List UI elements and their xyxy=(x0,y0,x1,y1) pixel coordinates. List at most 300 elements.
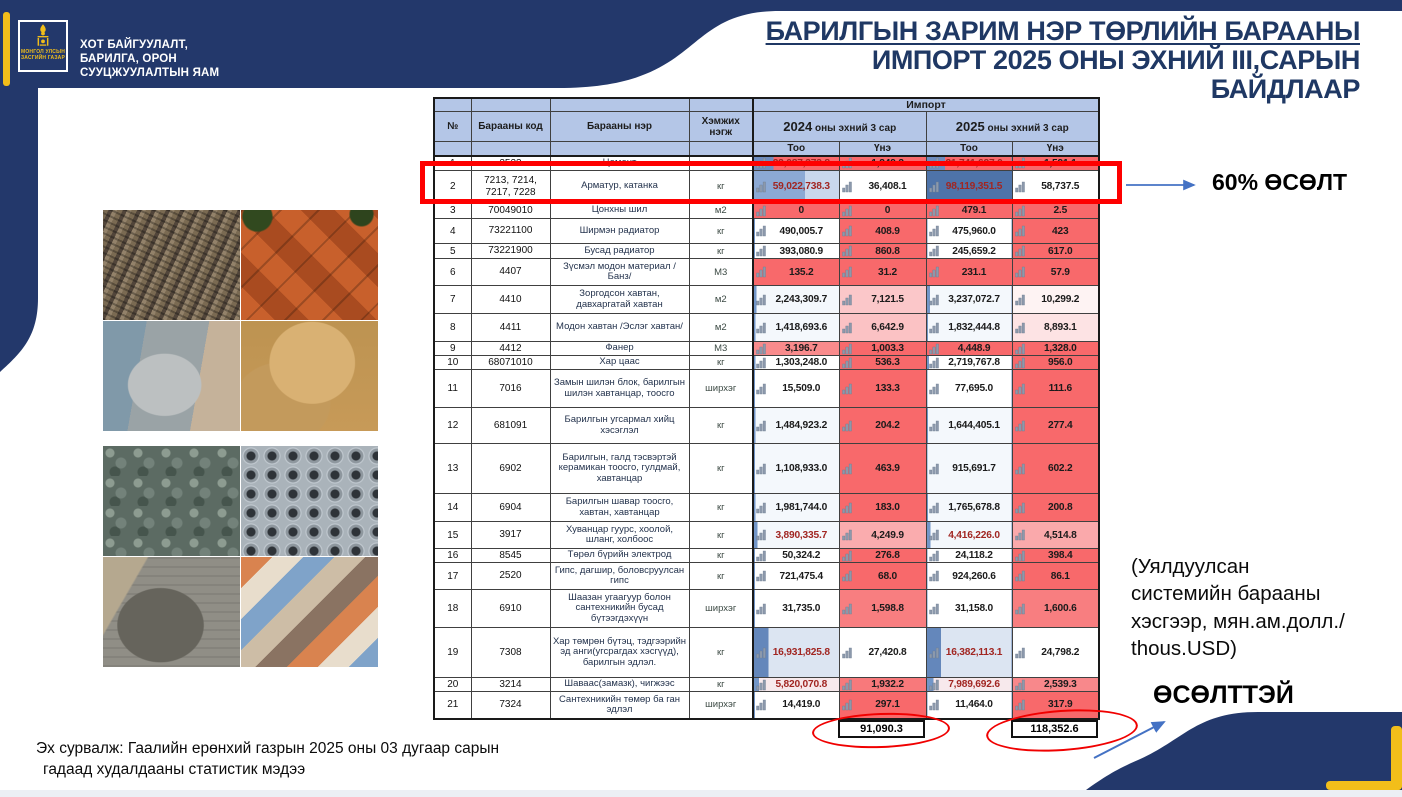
cell-name: Замын шилэн блок, барилгын шилэн хавтанцар, тоосго xyxy=(550,370,689,408)
cell-code: 6904 xyxy=(471,494,550,522)
cell-price-2025: 4,514.8 xyxy=(1012,522,1099,549)
table-row xyxy=(434,314,1099,342)
highlight-box-armatur-row xyxy=(420,161,1122,204)
cell-unit: кг xyxy=(689,156,753,171)
cell-unit: М3 xyxy=(689,342,753,356)
cell-unit: кг xyxy=(689,244,753,259)
photo-collage-top xyxy=(103,210,378,431)
mini-bar-chart-icon xyxy=(1015,205,1025,216)
cell-name: Бусад радиатор xyxy=(550,244,689,259)
cell-name: Шаваас(замазк), чигжээс xyxy=(550,678,689,692)
cell-unit: кг xyxy=(689,494,753,522)
mini-bar-chart-icon xyxy=(756,571,766,582)
col-header-unit: Хэмжих нэгж xyxy=(689,112,753,142)
mini-bar-chart-icon xyxy=(929,571,939,582)
cell-qty-2025: 24,118.2 xyxy=(926,549,1012,563)
cell-price-2024: 204.2 xyxy=(839,408,926,444)
cell-code: 2523 xyxy=(471,156,550,171)
mini-bar-chart-icon xyxy=(929,226,939,237)
mini-bar-chart-icon xyxy=(1015,463,1025,474)
cell-price-2024: 408.9 xyxy=(839,219,926,244)
mini-bar-chart-icon xyxy=(842,647,852,658)
cell-unit: кг xyxy=(689,408,753,444)
mini-bar-chart-icon xyxy=(929,463,939,474)
cell-name: Төрөл бүрийн электрод xyxy=(550,549,689,563)
mini-bar-chart-icon xyxy=(929,699,939,710)
cell-name: Зоргодсон хавтан, давхаргатай хавтан xyxy=(550,286,689,314)
mini-bar-chart-icon xyxy=(756,420,766,431)
mini-bar-chart-icon xyxy=(842,343,852,354)
mini-bar-chart-icon xyxy=(929,294,939,305)
table-row xyxy=(434,408,1099,444)
cell-no: 15 xyxy=(434,522,471,549)
cell-code: 7213, 7214, 7217, 7228 xyxy=(471,171,550,203)
cell-name: Шаазан угаагуур болон сантехникийн бусад бүтээгдэхүүн xyxy=(550,590,689,628)
ministry-name-line: СУУЦЖУУЛАЛТЫН ЯАМ xyxy=(80,67,220,80)
cell-name: Модон хавтан /Эслэг хавтан/ xyxy=(550,314,689,342)
mini-bar-chart-icon xyxy=(756,603,766,614)
cell-unit: ширхэг xyxy=(689,370,753,408)
mini-bar-chart-icon xyxy=(842,246,852,257)
government-logo-text-line: ЗАСГИЙН ГАЗАР xyxy=(20,55,66,62)
cell-name: Хар цаас xyxy=(550,356,689,370)
mini-bar-chart-icon xyxy=(842,699,852,710)
cell-qty-2024: 16,931,825.8 xyxy=(753,628,839,678)
cell-price-2025: 423 xyxy=(1012,219,1099,244)
table-row xyxy=(434,563,1099,590)
mini-bar-chart-icon xyxy=(1015,502,1025,513)
mini-bar-chart-icon xyxy=(929,246,939,257)
cell-price-2025: 1,600.6 xyxy=(1012,590,1099,628)
mini-bar-chart-icon xyxy=(756,550,766,561)
cell-no: 4 xyxy=(434,219,471,244)
cell-qty-2024: 1,303,248.0 xyxy=(753,356,839,370)
cell-no: 9 xyxy=(434,342,471,356)
mini-bar-chart-icon xyxy=(1015,383,1025,394)
gold-accent-right xyxy=(1391,726,1402,790)
cell-qty-2025: 3,237,072.7 xyxy=(926,286,1012,314)
cell-price-2025: 956.0 xyxy=(1012,356,1099,370)
cell-code: 6910 xyxy=(471,590,550,628)
cell-price-2024: 68.0 xyxy=(839,563,926,590)
government-logo xyxy=(18,20,68,72)
soyombo-icon xyxy=(34,24,52,48)
page-title xyxy=(720,17,1360,104)
photo-collage-bottom xyxy=(103,446,378,667)
cell-name: Хуванцар гуурс, хоолой, шланг, холбоос xyxy=(550,522,689,549)
cell-code: 73221100 xyxy=(471,219,550,244)
cell-no: 12 xyxy=(434,408,471,444)
mini-bar-chart-icon xyxy=(929,603,939,614)
page-title-line: ИМПОРТ 2025 ОНЫ ЭХНИЙ III,САРЫН xyxy=(871,44,1360,75)
col-header-qty-2025: Тоо xyxy=(926,142,1012,156)
cell-qty-2025: 77,695.0 xyxy=(926,370,1012,408)
mini-bar-chart-icon xyxy=(929,267,939,278)
cell-price-2024: 31.2 xyxy=(839,259,926,286)
cell-price-2024: 536.3 xyxy=(839,356,926,370)
unit-note-line: (Уялдуулсан xyxy=(1131,555,1250,578)
cell-qty-2024: 0 xyxy=(753,203,839,219)
cell-price-2025: 2,539.3 xyxy=(1012,678,1099,692)
cell-qty-2024: 135.2 xyxy=(753,259,839,286)
cell-code: 4411 xyxy=(471,314,550,342)
cell-price-2025: 57.9 xyxy=(1012,259,1099,286)
table-row xyxy=(434,286,1099,314)
table-row xyxy=(434,444,1099,494)
cell-no: 3 xyxy=(434,203,471,219)
photo-concrete-pour xyxy=(103,557,240,667)
header-import: Импорт xyxy=(753,98,1099,112)
table-row xyxy=(434,692,1099,719)
mini-bar-chart-icon xyxy=(929,357,939,368)
cell-no: 20 xyxy=(434,678,471,692)
unit-note-line: системийн барааны xyxy=(1131,582,1321,606)
cell-unit: м2 xyxy=(689,314,753,342)
cell-qty-2025: 31,158.0 xyxy=(926,590,1012,628)
ministry-name xyxy=(80,38,219,80)
ministry-name-line: ХОТ БАЙГУУЛАЛТ, xyxy=(80,39,188,51)
cell-code: 2520 xyxy=(471,563,550,590)
cell-qty-2025: 16,382,113.1 xyxy=(926,628,1012,678)
cell-price-2025: 24,798.2 xyxy=(1012,628,1099,678)
cell-qty-2025: 98,119,351.5 xyxy=(926,171,1012,203)
cell-qty-2024: 2,243,309.7 xyxy=(753,286,839,314)
source-note xyxy=(36,739,499,781)
cell-code: 73221900 xyxy=(471,244,550,259)
cell-unit: кг xyxy=(689,444,753,494)
mini-bar-chart-icon xyxy=(929,383,939,394)
cell-name: Фанер xyxy=(550,342,689,356)
cell-qty-2024: 59,022,738.3 xyxy=(753,171,839,203)
cell-no: 6 xyxy=(434,259,471,286)
mini-bar-chart-icon xyxy=(842,463,852,474)
col-header-name: Барааны нэр xyxy=(550,112,689,142)
cell-code: 4410 xyxy=(471,286,550,314)
cell-unit: ширхэг xyxy=(689,692,753,719)
cell-qty-2024: 721,475.4 xyxy=(753,563,839,590)
source-note-line: гадаад худалдааны статистик мэдээ xyxy=(43,760,306,778)
table-row xyxy=(434,203,1099,219)
cell-price-2025: 317.9 xyxy=(1012,692,1099,719)
mini-bar-chart-icon xyxy=(929,530,939,541)
cell-qty-2025: 475,960.0 xyxy=(926,219,1012,244)
cell-qty-2025: 7,989,692.6 xyxy=(926,678,1012,692)
cell-name: Барилгын, галд тэсвэртэй керамикан тоосго, гулдмай, хавтанцар xyxy=(550,444,689,494)
cell-qty-2025: 4,416,226.0 xyxy=(926,522,1012,549)
cell-no: 14 xyxy=(434,494,471,522)
bottom-strip xyxy=(0,790,1402,797)
mini-bar-chart-icon xyxy=(756,322,766,333)
photo-bricks xyxy=(241,210,378,320)
cell-qty-2024: 393,080.9 xyxy=(753,244,839,259)
cell-qty-2025: 1,644,405.1 xyxy=(926,408,1012,444)
mini-bar-chart-icon xyxy=(1015,226,1025,237)
cell-no: 10 xyxy=(434,356,471,370)
mini-bar-chart-icon xyxy=(842,502,852,513)
trend-label: ӨСӨЛТТЭЙ xyxy=(1153,681,1294,709)
mini-bar-chart-icon xyxy=(1015,647,1025,658)
cell-unit: м2 xyxy=(689,203,753,219)
mini-bar-chart-icon xyxy=(929,647,939,658)
mini-bar-chart-icon xyxy=(756,246,766,257)
cell-qty-2025: 2,719,767.8 xyxy=(926,356,1012,370)
cell-code: 3214 xyxy=(471,678,550,692)
cell-name: Сантехникийн төмөр ба ган эдлэл xyxy=(550,692,689,719)
mini-bar-chart-icon xyxy=(1015,267,1025,278)
table-row xyxy=(434,628,1099,678)
cell-price-2024: 4,249.9 xyxy=(839,522,926,549)
mini-bar-chart-icon xyxy=(1015,322,1025,333)
growth-arrow xyxy=(1124,176,1208,194)
cell-name: Барилгын шавар тоосго, хавтан, хавтанцар xyxy=(550,494,689,522)
cell-unit: М3 xyxy=(689,259,753,286)
mini-bar-chart-icon xyxy=(842,679,852,690)
cell-qty-2025: 1,832,444.8 xyxy=(926,314,1012,342)
cell-code: 7324 xyxy=(471,692,550,719)
table-row xyxy=(434,370,1099,408)
unit-note-line: thous.USD) xyxy=(1131,636,1237,660)
table-row xyxy=(434,549,1099,563)
cell-code: 8545 xyxy=(471,549,550,563)
cell-qty-2024: 15,509.0 xyxy=(753,370,839,408)
mini-bar-chart-icon xyxy=(1015,420,1025,431)
mini-bar-chart-icon xyxy=(842,267,852,278)
mini-bar-chart-icon xyxy=(929,679,939,690)
cell-name: Хар төмрөн бүтэц, тэдгээрийн эд анги(угсрагдах хэсгүүд), барилгын эдлэл. xyxy=(550,628,689,678)
mini-bar-chart-icon xyxy=(756,647,766,658)
col-header-price-2024: Үнэ xyxy=(839,142,926,156)
cell-price-2024: 183.0 xyxy=(839,494,926,522)
cell-no: 17 xyxy=(434,563,471,590)
cell-price-2025: 200.8 xyxy=(1012,494,1099,522)
mini-bar-chart-icon xyxy=(842,322,852,333)
cell-qty-2024: 14,419.0 xyxy=(753,692,839,719)
cell-price-2025: 1,328.0 xyxy=(1012,342,1099,356)
mini-bar-chart-icon xyxy=(842,357,852,368)
cell-qty-2025: 1,765,678.8 xyxy=(926,494,1012,522)
mini-bar-chart-icon xyxy=(756,267,766,278)
gold-accent-bar xyxy=(3,12,10,86)
cell-qty-2025: 11,464.0 xyxy=(926,692,1012,719)
cell-no: 19 xyxy=(434,628,471,678)
table-row xyxy=(434,219,1099,244)
cell-code: 7016 xyxy=(471,370,550,408)
photo-tiles xyxy=(241,557,378,667)
cell-unit: м2 xyxy=(689,286,753,314)
mini-bar-chart-icon xyxy=(756,699,766,710)
cell-name: Арматур, катанка xyxy=(550,171,689,203)
cell-code: 68071010 xyxy=(471,356,550,370)
table-row xyxy=(434,356,1099,370)
mini-bar-chart-icon xyxy=(1015,357,1025,368)
cell-price-2024: 7,121.5 xyxy=(839,286,926,314)
cell-price-2024: 1,003.3 xyxy=(839,342,926,356)
header-row-import xyxy=(434,98,1099,112)
cell-unit: кг xyxy=(689,522,753,549)
cell-qty-2024: 1,108,933.0 xyxy=(753,444,839,494)
government-logo-text xyxy=(21,49,65,62)
cell-price-2024: 6,642.9 xyxy=(839,314,926,342)
cell-price-2024: 463.9 xyxy=(839,444,926,494)
cell-price-2024: 1,598.8 xyxy=(839,590,926,628)
mini-bar-chart-icon xyxy=(929,550,939,561)
cell-no: 11 xyxy=(434,370,471,408)
cell-price-2025: 86.1 xyxy=(1012,563,1099,590)
cell-qty-2025: 479.1 xyxy=(926,203,1012,219)
cell-price-2025: 58,737.5 xyxy=(1012,171,1099,203)
photo-sand xyxy=(241,321,378,431)
mini-bar-chart-icon xyxy=(756,502,766,513)
cell-name: Барилгын угсармал хийц хэсэглэл xyxy=(550,408,689,444)
cell-qty-2024: 50,324.2 xyxy=(753,549,839,563)
unit-note-line: хэсгээр, мян.ам.долл./ xyxy=(1131,609,1345,633)
col-header-no: № xyxy=(434,112,471,142)
cell-price-2024: 860.8 xyxy=(839,244,926,259)
table-row xyxy=(434,259,1099,286)
cell-price-2025: 398.4 xyxy=(1012,549,1099,563)
cell-code: 4407 xyxy=(471,259,550,286)
cell-name: Цемент xyxy=(550,156,689,171)
gold-accent-bottom xyxy=(1326,781,1402,790)
mini-bar-chart-icon xyxy=(929,322,939,333)
mini-bar-chart-icon xyxy=(1015,550,1025,561)
mini-bar-chart-icon xyxy=(1015,343,1025,354)
cell-unit: кг xyxy=(689,171,753,203)
unit-note xyxy=(1131,553,1402,662)
cell-qty-2024: 31,735.0 xyxy=(753,590,839,628)
cell-price-2024: 1,932.2 xyxy=(839,678,926,692)
mini-bar-chart-icon xyxy=(842,205,852,216)
cell-price-2024: 36,408.1 xyxy=(839,171,926,203)
table-row xyxy=(434,522,1099,549)
cell-qty-2024: 1,981,744.0 xyxy=(753,494,839,522)
mini-bar-chart-icon xyxy=(756,679,766,690)
cell-no: 18 xyxy=(434,590,471,628)
cell-price-2025: 617.0 xyxy=(1012,244,1099,259)
cell-unit: кг xyxy=(689,219,753,244)
mini-bar-chart-icon xyxy=(1015,530,1025,541)
photo-gravel xyxy=(103,446,240,556)
photo-pipes xyxy=(241,446,378,556)
page-title-line: БАРИЛГЫН ЗАРИМ НЭР ТӨРЛИЙН БАРААНЫ xyxy=(765,16,1360,46)
cell-price-2025: 1,591.1 xyxy=(1012,156,1099,171)
mini-bar-chart-icon xyxy=(842,226,852,237)
col-header-qty-2024: Тоо xyxy=(753,142,839,156)
cell-qty-2025: 4,448.9 xyxy=(926,342,1012,356)
header-row-columns xyxy=(434,112,1099,142)
mini-bar-chart-icon xyxy=(1015,699,1025,710)
page-title-line: БАЙДЛААР xyxy=(1210,73,1360,104)
cell-name: Гипс, дагшир, боловсруулсан гипс xyxy=(550,563,689,590)
cell-unit: ширхэг xyxy=(689,590,753,628)
total-2024-value: 91,090.3 xyxy=(838,720,925,738)
cell-qty-2024: 1,484,923.2 xyxy=(753,408,839,444)
mini-bar-chart-icon xyxy=(929,205,939,216)
mini-bar-chart-icon xyxy=(842,294,852,305)
cell-no: 2 xyxy=(434,171,471,203)
mini-bar-chart-icon xyxy=(842,530,852,541)
mini-bar-chart-icon xyxy=(756,383,766,394)
mini-bar-chart-icon xyxy=(756,357,766,368)
cell-unit: кг xyxy=(689,549,753,563)
cell-no: 1 xyxy=(434,156,471,171)
cell-qty-2024: 5,820,070.8 xyxy=(753,678,839,692)
mini-bar-chart-icon xyxy=(756,226,766,237)
ministry-name-line: БАРИЛГА, ОРОН xyxy=(80,53,177,66)
cell-unit: кг xyxy=(689,356,753,370)
mini-bar-chart-icon xyxy=(756,530,766,541)
cell-no: 8 xyxy=(434,314,471,342)
mini-bar-chart-icon xyxy=(1015,246,1025,257)
col-header-2024: 2024 оны эхний 3 сар xyxy=(753,112,926,142)
mini-bar-chart-icon xyxy=(756,463,766,474)
table-row xyxy=(434,678,1099,692)
cell-price-2024: 27,420.8 xyxy=(839,628,926,678)
table-row xyxy=(434,244,1099,259)
source-note-line: Эх сурвалж: Гаалийн ерөнхий газрын 2025 оны 03 дугаар сарын xyxy=(36,740,500,757)
mini-bar-chart-icon xyxy=(929,502,939,513)
cell-price-2025: 8,893.1 xyxy=(1012,314,1099,342)
cell-qty-2025: 915,691.7 xyxy=(926,444,1012,494)
cell-code: 681091 xyxy=(471,408,550,444)
cell-qty-2025: 924,260.6 xyxy=(926,563,1012,590)
mini-bar-chart-icon xyxy=(1015,294,1025,305)
mini-bar-chart-icon xyxy=(929,343,939,354)
mini-bar-chart-icon xyxy=(842,550,852,561)
mini-bar-chart-icon xyxy=(756,205,766,216)
table-row xyxy=(434,590,1099,628)
mini-bar-chart-icon xyxy=(1015,679,1025,690)
mini-bar-chart-icon xyxy=(842,420,852,431)
mini-bar-chart-icon xyxy=(842,571,852,582)
cell-qty-2025: 245,659.2 xyxy=(926,244,1012,259)
cell-price-2025: 602.2 xyxy=(1012,444,1099,494)
cell-price-2025: 277.4 xyxy=(1012,408,1099,444)
mini-bar-chart-icon xyxy=(756,343,766,354)
cell-name: Зүсмэл модон материал /Банз/ xyxy=(550,259,689,286)
cell-no: 5 xyxy=(434,244,471,259)
mini-bar-chart-icon xyxy=(1015,603,1025,614)
photo-mortar xyxy=(103,321,240,431)
cell-code: 3917 xyxy=(471,522,550,549)
mini-bar-chart-icon xyxy=(929,420,939,431)
cell-price-2024: 297.1 xyxy=(839,692,926,719)
cell-no: 7 xyxy=(434,286,471,314)
government-logo-text-line: МОНГОЛ УЛСЫН xyxy=(20,49,66,55)
cell-qty-2024: 3,196.7 xyxy=(753,342,839,356)
cell-code: 7308 xyxy=(471,628,550,678)
cell-name: Ширмэн радиатор xyxy=(550,219,689,244)
cell-price-2024: 133.3 xyxy=(839,370,926,408)
cell-qty-2025: 21,741,627.0 xyxy=(926,156,1012,171)
cell-name: Цонхны шил xyxy=(550,203,689,219)
cell-qty-2024: 22,087,373.8 xyxy=(753,156,839,171)
mini-bar-chart-icon xyxy=(842,603,852,614)
cell-unit: кг xyxy=(689,678,753,692)
cell-price-2024: 276.8 xyxy=(839,549,926,563)
cell-qty-2024: 1,418,693.6 xyxy=(753,314,839,342)
cell-price-2024: 0 xyxy=(839,203,926,219)
cell-code: 4412 xyxy=(471,342,550,356)
mini-bar-chart-icon xyxy=(756,294,766,305)
cell-qty-2025: 231.1 xyxy=(926,259,1012,286)
cell-code: 70049010 xyxy=(471,203,550,219)
cell-price-2025: 111.6 xyxy=(1012,370,1099,408)
total-2025-value: 118,352.6 xyxy=(1011,720,1098,738)
cell-unit: кг xyxy=(689,563,753,590)
cell-code: 6902 xyxy=(471,444,550,494)
col-header-code: Барааны код xyxy=(471,112,550,142)
